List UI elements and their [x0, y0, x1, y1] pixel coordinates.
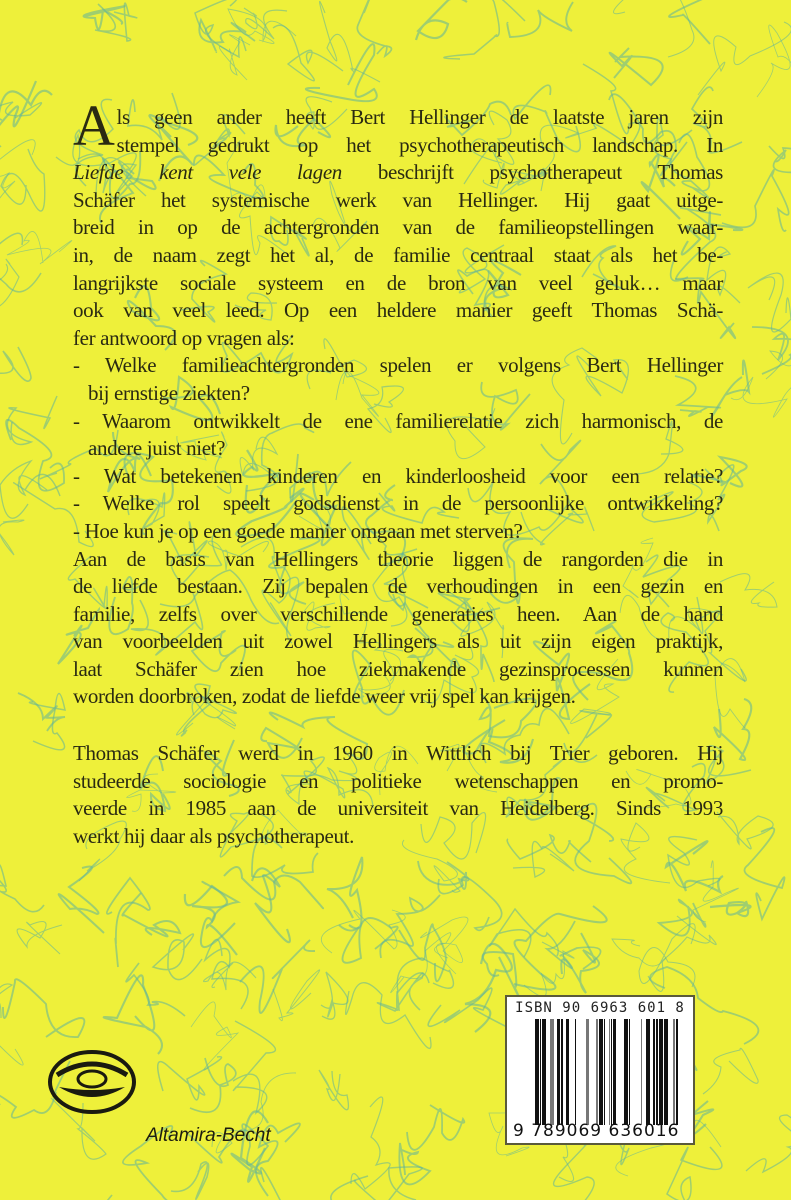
- pattern-stroke: [610, 48, 663, 85]
- pattern-stroke: [351, 1097, 390, 1189]
- barcode-bar: [646, 1019, 650, 1125]
- barcode-bar: [566, 1019, 569, 1125]
- pattern-stroke: [0, 1038, 23, 1065]
- barcode-bar: [611, 1019, 612, 1125]
- blurb-line: bij ernstige ziekten?: [88, 380, 250, 405]
- pattern-stroke: [561, 933, 599, 993]
- pattern-stroke: [722, 170, 789, 231]
- pattern-stroke: [306, 44, 377, 101]
- barcode-bar: [540, 1019, 541, 1125]
- pattern-stroke: [18, 693, 65, 731]
- barcode-bar: [557, 1019, 560, 1125]
- pattern-stroke: [219, 35, 250, 80]
- pattern-stroke: [693, 861, 738, 922]
- blurb-line: in, de naam zegt het al, de familie centraal staat als het be-: [73, 242, 723, 267]
- barcode-bar: [561, 1019, 563, 1125]
- blurb-line: van voorbeelden uit zowel Hellingers als uit zijn eigen praktijk,: [73, 629, 723, 654]
- pattern-stroke: [122, 893, 180, 936]
- blurb-line-text: ls geen ander heeft Bert Hellinger de laatste jaren zijn: [116, 105, 723, 129]
- pattern-stroke: [319, 1070, 348, 1110]
- barcode-bar: [664, 1019, 668, 1125]
- pattern-stroke: [171, 1162, 209, 1199]
- pattern-stroke: [190, 1058, 236, 1112]
- pattern-stroke: [659, 900, 706, 936]
- blurb-line-text: beschrijft psychotherapeut Thomas: [341, 160, 723, 185]
- author-bio-line: studeerde sociologie en politieke wetenschappen en promo-: [73, 768, 723, 793]
- blurb-line: andere juist niet?: [88, 436, 226, 461]
- author-bio-line: veerde in 1985 aan de universiteit van Heidelberg. Sinds 1993: [73, 796, 723, 821]
- blurb-line: stempel gedrukt op het psychotherapeutisch landschap. In: [116, 132, 723, 157]
- blurb-line: langrijkste sociale systeem en de bron van veel geluk… maar: [73, 270, 723, 295]
- pattern-stroke: [547, 921, 601, 969]
- pattern-stroke: [752, 327, 791, 374]
- blurb-line: de liefde bestaan. Zij bepalen de verhoudingen in een gezin en: [73, 574, 723, 599]
- blurb-line: worden doorbroken, zodat de liefde weer vrij spel kan krijgen.: [73, 684, 576, 709]
- barcode-bar: [575, 1019, 576, 1125]
- pattern-stroke: [6, 420, 64, 491]
- pattern-stroke: [667, 1147, 722, 1200]
- blurb-line: Aan de basis van Hellingers theorie liggen de rangorden die in: [73, 546, 723, 571]
- pattern-stroke: [233, 1021, 275, 1113]
- pattern-stroke: [428, 988, 511, 1029]
- pattern-stroke: [59, 867, 104, 933]
- author-bio-line: Thomas Schäfer werd in 1960 in Wittlich bij Trier geboren. Hij: [73, 741, 723, 766]
- blurb-line: ook van veel leed. Op een heldere manier geeft Thomas Schä-: [73, 298, 723, 323]
- isbn-number: ISBN 90 6963 601 8: [515, 1000, 685, 1016]
- pattern-stroke: [748, 273, 791, 332]
- blurb-line: - Wat betekenen kinderen en kinderloosheid voor een relatie?: [73, 463, 723, 488]
- barcode-bar: [624, 1019, 628, 1125]
- barcode-bar: [535, 1019, 539, 1125]
- pattern-stroke: [746, 1115, 791, 1172]
- pattern-stroke: [7, 396, 57, 445]
- barcode-bar: [550, 1019, 554, 1125]
- barcode-bar: [604, 1019, 605, 1125]
- pattern-stroke: [757, 25, 791, 97]
- pattern-stroke: [0, 520, 24, 561]
- pattern-stroke: [612, 939, 666, 966]
- pattern-stroke: [0, 347, 31, 383]
- blurb-line: laat Schäfer zien hoe ziekmakende gezinsprocessen kunnen: [73, 656, 723, 681]
- barcode-bar: [609, 1019, 610, 1125]
- blurb-line: - Welke familieachtergronden spelen er volgens Bert Hellinger: [73, 353, 723, 378]
- pattern-stroke: [703, 1048, 758, 1094]
- pattern-stroke: [669, 0, 726, 44]
- pattern-stroke: [252, 868, 290, 942]
- pattern-stroke: [321, 972, 348, 1019]
- pattern-stroke: [720, 574, 777, 608]
- barcode-bar: [659, 1019, 663, 1125]
- pattern-stroke: [377, 973, 423, 1011]
- pattern-stroke: [321, 910, 405, 953]
- pattern-stroke: [3, 979, 84, 1037]
- pattern-stroke: [710, 901, 751, 916]
- pattern-stroke: [0, 984, 12, 1040]
- pattern-stroke: [0, 102, 42, 147]
- pattern-stroke: [261, 1168, 368, 1200]
- pattern-stroke: [554, 1138, 595, 1200]
- pattern-stroke: [327, 857, 362, 928]
- pattern-stroke: [17, 922, 62, 954]
- blurb-line: - Hoe kun je op een goede manier omgaan met sterven?: [73, 518, 523, 543]
- blurb-line: Schäfer het systemische werk van Hellinger. Hij gaat uitge-: [73, 187, 723, 212]
- pattern-stroke: [0, 865, 44, 912]
- pattern-stroke: [7, 231, 72, 264]
- author-bio-line: werkt hij daar als psychotherapeut.: [73, 823, 355, 848]
- eye-logo-icon: [45, 1045, 140, 1120]
- barcode-bar: [656, 1019, 658, 1125]
- pattern-stroke: [191, 1002, 238, 1070]
- blurb-line: familie, zelfs over verschillende generaties heen. Aan de hand: [73, 601, 723, 626]
- book-title: Liefde kent vele lagen: [73, 160, 342, 185]
- barcode-bar: [596, 1019, 598, 1125]
- blurb-line: fer antwoord op vragen als:: [73, 325, 295, 350]
- pattern-stroke: [273, 970, 320, 1021]
- drop-cap: A: [73, 93, 115, 158]
- pattern-stroke: [0, 81, 52, 128]
- pattern-stroke: [126, 963, 185, 1016]
- barcode-bar: [599, 1019, 603, 1125]
- barcode-bar: [641, 1019, 642, 1125]
- barcode-bar: [676, 1019, 678, 1125]
- pattern-stroke: [731, 377, 791, 417]
- blurb-text: [73, 93, 723, 850]
- pattern-stroke: [418, 861, 469, 889]
- pattern-stroke: [769, 146, 791, 172]
- blurb-line: - Waarom ontwikkelt de ene familierelatie zich harmonisch, de: [73, 408, 723, 433]
- pattern-stroke: [273, 25, 343, 81]
- pattern-stroke: [346, 983, 431, 1049]
- pattern-stroke: [1, 149, 45, 211]
- isbn-barcode: [505, 995, 695, 1145]
- ean-number: 9 789069 636016: [513, 1121, 680, 1141]
- barcode-bar: [542, 1019, 546, 1125]
- barcode-bars: [535, 1019, 685, 1129]
- publisher-name: Altamira-Becht: [146, 1125, 271, 1146]
- pattern-stroke: [483, 952, 520, 998]
- barcode-bar: [613, 1019, 616, 1125]
- pattern-stroke: [0, 233, 41, 292]
- pattern-stroke: [104, 975, 162, 1054]
- pattern-stroke: [507, 2, 573, 37]
- barcode-bar: [673, 1019, 675, 1125]
- blurb-line: - Welke rol speelt godsdienst in de persoonlijke ontwikkeling?: [73, 491, 723, 516]
- blurb-line: breid in op de achtergronden van de familieopstellingen waar-: [73, 215, 723, 240]
- pattern-stroke: [0, 259, 19, 308]
- pattern-stroke: [407, 1105, 464, 1150]
- barcode-bar: [653, 1019, 655, 1125]
- blurb-line: [73, 159, 723, 187]
- pattern-stroke: [416, 0, 467, 40]
- pattern-stroke: [58, 1195, 112, 1200]
- barcode-bar: [629, 1019, 630, 1125]
- pattern-stroke: [107, 878, 150, 967]
- pattern-stroke: [444, 0, 525, 59]
- pattern-stroke: [153, 934, 202, 980]
- barcode-bar: [586, 1019, 589, 1125]
